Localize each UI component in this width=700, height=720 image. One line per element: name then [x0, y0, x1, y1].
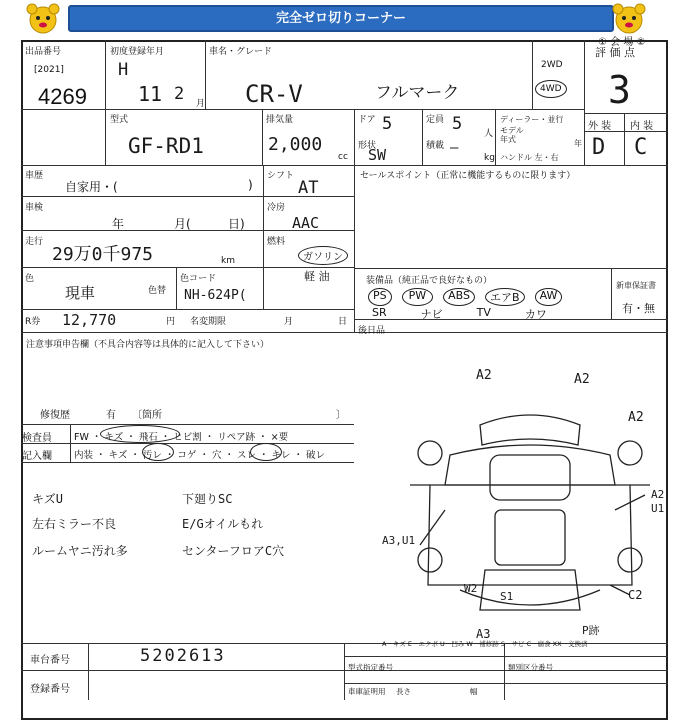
note-right-1: 下廻りSC — [182, 492, 233, 506]
damage-legend: A－キズ E－エクボ U－凹み W－補修跡 S－サビ C－腐食 XX－交換済 — [382, 640, 588, 648]
first-reg-month: 2 — [174, 84, 185, 104]
length-label: 長さ — [396, 687, 411, 696]
capacity-value: 5 — [452, 114, 463, 134]
fuel-gas: ガソリン — [298, 246, 348, 265]
rating-label: 評 価 点 — [595, 46, 635, 59]
chassis-label: 車台番号 — [30, 655, 70, 666]
shaken-label: 車検 — [25, 203, 44, 213]
mileage-unit: km — [221, 256, 235, 266]
first-reg-year: 11 — [138, 82, 163, 106]
aircon-label: 冷房 — [267, 203, 286, 213]
mark-a2-right-fender: A2 — [628, 410, 644, 425]
garage-cert-label: 車庫証明用 — [348, 687, 386, 696]
repair-bracket-close: 〕 — [336, 410, 346, 421]
drive-4wd: 4WD — [535, 80, 567, 98]
note-left-3: ルームヤニ汚れ多 — [32, 544, 128, 558]
mileage-label: 走行 — [25, 237, 44, 247]
displacement-value: 2,000 — [268, 134, 323, 155]
note-left-1: キズU — [32, 492, 63, 506]
equip-leather: カワ — [524, 308, 547, 321]
load-value: — — [450, 140, 459, 156]
equipment-row-2 — [372, 306, 592, 322]
equipment-label: 装備品（純正品で良好なもの） — [366, 276, 493, 286]
car-damage-diagram-icon — [400, 385, 660, 635]
type-value: GF-RD1 — [128, 134, 204, 158]
dealer-label: ディーラー・並行 — [500, 115, 564, 124]
name-change-label: 名変期限 — [190, 317, 227, 327]
form-number-label: 型式指定番号 — [348, 663, 393, 672]
warranty-value: 有・無 — [622, 302, 655, 315]
width-label: 幅 — [470, 687, 478, 696]
color-code-label: 色コード — [180, 274, 217, 284]
equip-aw: AW — [535, 288, 563, 306]
inspector-row-1: FW ・ キズ ・ 飛石 ・ ヒビ割 ・ リペア跡 ・ ×要 — [74, 432, 289, 443]
equip-pw: PW — [402, 288, 434, 306]
inspector-circle-kizu — [100, 425, 180, 443]
repair-value: 有 — [106, 410, 116, 421]
recycle-value: 12,770 — [62, 311, 117, 329]
equip-tv: TV — [476, 306, 491, 319]
inspector-circle-sure — [250, 443, 282, 461]
fuel-diesel: 軽 油 — [304, 270, 330, 283]
capacity-label: 定員 — [426, 115, 445, 125]
name-change-month: 月 — [284, 317, 294, 327]
fuel-label: 燃料 — [267, 237, 286, 247]
mark-p-rear-right: P跡 — [582, 624, 600, 637]
load-label: 積載 — [426, 141, 445, 151]
shaken-day: 日) — [228, 217, 245, 231]
grade-name: フルマーク — [375, 83, 460, 103]
registration-label: 登録番号 — [30, 684, 70, 695]
inspector-row-2: 内装 ・ キズ ・ 汚レ ・ コゲ ・ 穴 ・ スレ ・ キレ ・ 破レ — [74, 450, 325, 461]
mark-s1-rear: S1 — [500, 590, 514, 603]
name-grade-label: 車名・グレード — [209, 47, 273, 57]
load-unit: kg — [484, 153, 495, 163]
recycle-label: R券 — [25, 317, 41, 327]
lot-number: 4269 — [38, 84, 87, 109]
note-right-3: センターフロアC穴 — [182, 544, 285, 558]
mark-a2-front-left: A2 — [476, 368, 492, 383]
displacement-label: 排気量 — [266, 115, 294, 125]
mileage-value: 29万0千975 — [52, 244, 154, 265]
equip-ps: PS — [368, 288, 392, 306]
handle-label: ハンドル 左・右 — [500, 153, 559, 162]
recycle-unit: 円 — [166, 317, 176, 327]
mark-a3u1-left: A3,U1 — [382, 534, 416, 547]
mark-c2-rear-right: C2 — [628, 588, 643, 602]
inspector-label-1: 検査員 — [22, 433, 52, 444]
lot-year: [2021] — [34, 65, 64, 75]
class-number-label: 類別区分番号 — [508, 663, 553, 672]
shaken-month: 月( — [174, 217, 191, 231]
aircon-value: AAC — [292, 214, 320, 232]
first-reg-label: 初度登録年月 — [110, 47, 165, 57]
warranty-label: 新車保証書 — [616, 281, 656, 290]
sales-point-label: セールスポイント（正常に機能するものに限ります） — [360, 171, 576, 181]
shape-label: 形状 — [358, 141, 377, 151]
inspector-circle-yogore — [142, 443, 174, 461]
mark-w2-rear: W2 — [464, 582, 478, 595]
mark-a3-rear: A3 — [476, 627, 491, 641]
first-reg-era: H — [118, 60, 129, 80]
mascot-left-icon — [26, 3, 60, 35]
repair-label: 修復歴 — [40, 410, 70, 421]
capacity-unit: 人 — [484, 129, 494, 139]
history-label: 車歴 — [25, 171, 44, 181]
chassis-value: 5202613 — [140, 646, 226, 666]
shaken-year: 年 — [112, 217, 125, 231]
doors-value: 5 — [382, 114, 393, 134]
ext-grade: D — [592, 135, 606, 160]
mascot-right-icon — [612, 3, 646, 35]
model-year-label: モデル 年式 — [500, 126, 524, 144]
banner-title: 完全ゼロ切りコーナー — [68, 5, 614, 32]
lot-label: 出品番号 — [25, 47, 62, 57]
model-year-unit: 年 — [574, 139, 582, 148]
equipment-row-1 — [368, 288, 608, 306]
note-left-2: 左右ミラー不良 — [32, 517, 117, 531]
notes-label: 注意事項申告欄（不具合内容等は具体的に記入して下さい） — [26, 340, 270, 350]
mark-u1-right-door: U1 — [651, 502, 665, 515]
equip-airbag: エアB — [485, 288, 525, 306]
color-label: 色 — [25, 274, 35, 284]
color-code-value: NH-624P( — [184, 288, 247, 303]
shift-label: シフト — [267, 171, 295, 181]
history-close: ) — [248, 178, 253, 192]
ext-label: 外 装 — [588, 121, 612, 132]
displacement-unit: cc — [338, 152, 348, 162]
rear-seat-label: 後日品 — [358, 326, 386, 336]
inspector-label-2: 記入欄 — [22, 451, 52, 462]
mark-a2-front-right: A2 — [574, 372, 590, 387]
int-label: 内 装 — [630, 121, 654, 132]
mark-a2-right-door: A2 — [651, 488, 665, 501]
paint-label: 色替 — [148, 286, 167, 296]
venue-text: ① 会 場 ② — [598, 37, 646, 48]
color-value: 現車 — [65, 284, 96, 302]
rating-score: 3 — [608, 68, 631, 112]
doors-label: ドア — [358, 115, 376, 125]
first-reg-month-unit: 月 — [196, 99, 206, 109]
repair-bracket-open: 〔箇所 — [132, 410, 162, 421]
name-change-day: 日 — [338, 317, 348, 327]
shape-value: SW — [368, 146, 387, 164]
history-value: 自家用・( — [65, 180, 118, 194]
equip-abs: ABS — [443, 288, 475, 306]
drive-2wd: 2WD — [541, 60, 563, 70]
equip-navi: ナビ — [420, 308, 443, 321]
note-right-2: E/Gオイルもれ — [182, 517, 264, 531]
equip-sr: SR — [372, 306, 387, 319]
int-grade: C — [634, 135, 648, 160]
shift-value: AT — [298, 178, 319, 198]
type-label: 型式 — [110, 115, 129, 125]
model-name: CR-V — [245, 80, 303, 108]
